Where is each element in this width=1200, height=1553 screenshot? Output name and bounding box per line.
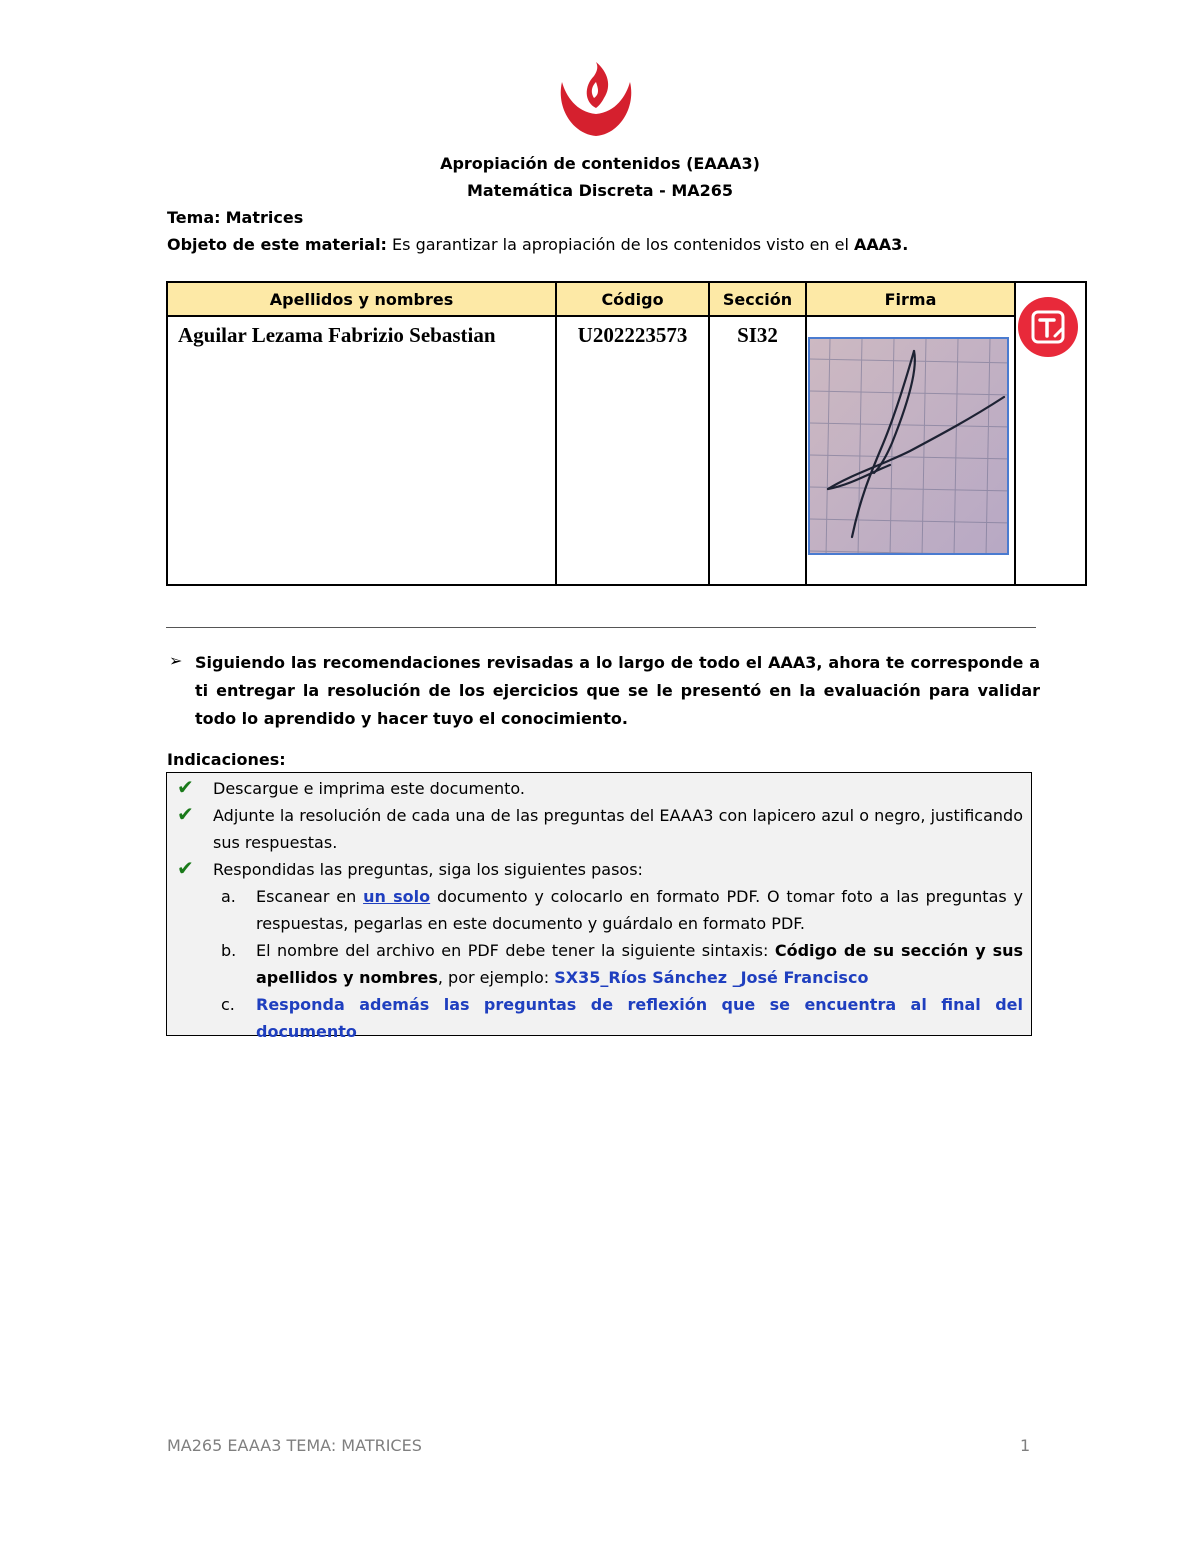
arrow-bullet-icon: ➢ <box>169 651 183 670</box>
course-title: Matemática Discreta - MA265 <box>466 181 734 200</box>
footer-text: MA265 EAAA3 TEMA: MATRICES <box>167 1436 422 1455</box>
page-number: 1 <box>1020 1436 1031 1455</box>
student-code: U202223573 <box>556 316 709 585</box>
step-c: Responda además las preguntas de reflexión que se encuentra al final del documento <box>256 995 1023 1041</box>
step-a-letter: a. <box>221 887 236 906</box>
indicacion-2: Adjunte la resolución de cada una de las preguntas del EAAA3 con lapicero azul o negro, justificando sus respuestas. <box>213 806 1023 852</box>
upc-logo-icon <box>554 62 638 142</box>
student-name: Aguilar Lezama Fabrizio Sebastian <box>167 316 556 585</box>
intro-paragraph: Siguiendo las recomendaciones revisadas a lo largo de todo el AAA3, ahora te corresponde a ti entregar la resolución de los ejercicios que se le presentó en la evaluación para validar todo lo aprendido y hacer tuyo el conocimiento. <box>195 653 1040 728</box>
step-a: Escanear en un solo documento y colocarlo en formato PDF. O tomar foto a las preguntas y respuestas, pegarlas en este documento y guárdalo en formato PDF. <box>256 887 1024 933</box>
check-icon: ✔ <box>177 775 194 799</box>
objeto-line: Objeto de este material: Es garantizar la apropiación de los contenidos visto en el AAA3. <box>167 235 909 254</box>
check-icon: ✔ <box>177 856 194 880</box>
student-section: SI32 <box>709 316 806 585</box>
indicacion-3: Respondidas las preguntas, siga los siguientes pasos: <box>213 860 643 879</box>
tema-line: Tema: Matrices <box>167 208 304 227</box>
step-b: El nombre del archivo en PDF debe tener la siguiente sintaxis: Código de su sección y sus apellidos y nombres, por ejemplo: SX35_Ríos Sánchez _José Francisco <box>256 941 1024 987</box>
check-icon: ✔ <box>177 802 194 826</box>
indicaciones-box <box>166 772 1032 1041</box>
document-title: Apropiación de contenidos (EAAA3) <box>440 154 760 173</box>
header-name: Apellidos y nombres <box>167 282 556 316</box>
indicacion-1: Descargue e imprima este documento. <box>213 779 525 798</box>
step-b-letter: b. <box>221 941 237 960</box>
signature-image <box>808 337 1009 555</box>
un-solo-link[interactable]: un solo <box>363 887 431 906</box>
filename-example: SX35_Ríos Sánchez _José Francisco <box>554 968 869 987</box>
divider <box>166 627 1036 628</box>
header-code: Código <box>556 282 709 316</box>
signature-drawing-icon <box>810 339 1009 555</box>
indicaciones-title: Indicaciones: <box>167 750 286 769</box>
header-section: Sección <box>709 282 806 316</box>
header-signature: Firma <box>806 282 1015 316</box>
document-tool-badge-icon[interactable] <box>1017 296 1079 358</box>
step-c-letter: c. <box>221 995 235 1014</box>
